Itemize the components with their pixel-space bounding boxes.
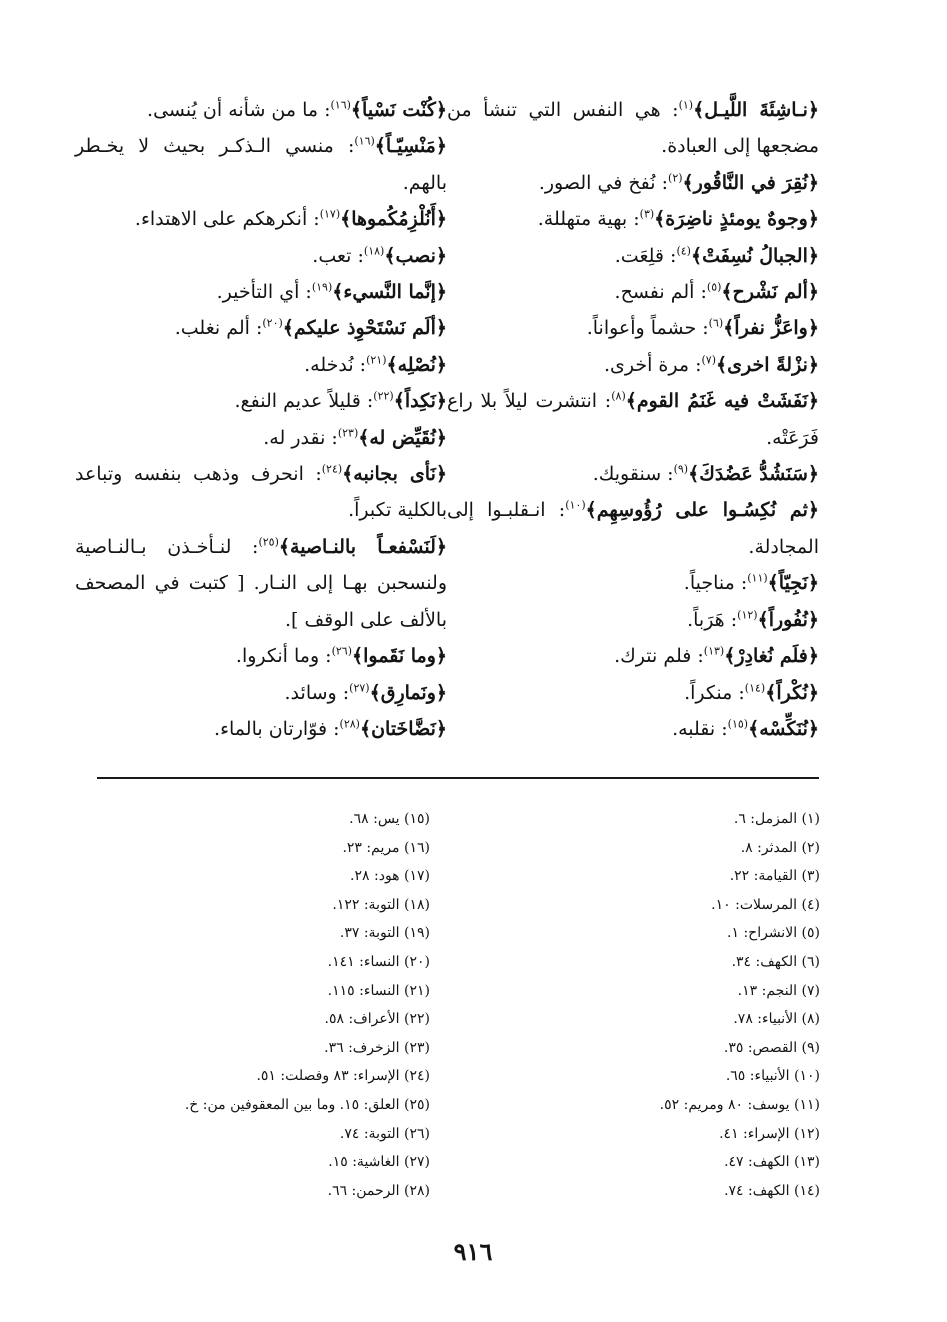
glossary-entry: ﴿نَجِيّاً﴾$^{(١١)}$: مناجياً.: [683, 571, 819, 595]
glossary-entry: ﴿وجوهٌ يومئذٍ ناضِرَة﴾$^{(٣)}$: بهية متهللة.: [537, 207, 819, 231]
glossary-entry: ﴿نَفَشَتْ فيه غَنَمُ القوم﴾$^{(٨)}$: انتشرت ليلاً بلا راع فَرَعَتْه.: [447, 389, 819, 449]
glossary-entry: ﴿نَكِداً﴾$^{(٢٢)}$: قليلاً عديم النفع.: [234, 389, 447, 413]
footnote: (٢٥) العلق: ١٥. وما بين المعقوفين من: خ.: [184, 1096, 430, 1113]
glossary-entry: ﴿نـاشِئَةَ اللَّيـل﴾$^{(١)}$: هي النفس التي تنشأ من مضجعها إلى العبادة.: [447, 98, 819, 158]
footnote: (٦) الكهف: ٣٤.: [731, 953, 820, 970]
glossary-entry: ﴿ثم نُكِسُـوا على رُؤُوسِهِم﴾$^{(١٠)}$: انـقلبـوا إلى المجادلة.: [447, 499, 819, 558]
footnote: (١٧) هود: ٢٨.: [350, 868, 430, 885]
footnote: (١٦) مريم: ٢٣.: [342, 839, 430, 856]
footnote: (٩) القصص: ٣٥.: [723, 1039, 820, 1056]
glossary-entry: ﴿أَنُلْزِمُكُموها﴾$^{(١٧)}$: أنكرهكم على الاهتداء.: [134, 207, 447, 231]
glossary-entry: ﴿نزْلةً اخرى﴾$^{(٧)}$: مرة أخرى.: [603, 353, 819, 376]
page-number: ٩١٦: [453, 1237, 493, 1266]
glossary-entry: ﴿وما نَقَموا﴾$^{(٢٦)}$: وما أنكروا.: [235, 644, 447, 668]
glossary-entry: ﴿نُكْراً﴾$^{(١٤)}$: منكراً.: [684, 681, 819, 704]
footnote: (١٤) الكهف: ٧٤.: [724, 1182, 820, 1199]
footnote: (٢٣) الزخرف: ٣٦.: [324, 1039, 430, 1056]
footnote: (٨) الأنبياء: ٧٨.: [733, 1011, 820, 1028]
glossary-entry: ﴿نُصْلِه﴾$^{(٢١)}$: نُدخله.: [304, 353, 447, 376]
footnote: (١٣) الكهف: ٤٧.: [724, 1154, 820, 1171]
footnote: (٧) النجم: ١٣.: [737, 982, 820, 999]
footnote: (٣) القيامة: ٢٢.: [729, 868, 820, 885]
glossary-entry: ﴿ونَمارِق﴾$^{(٢٧)}$: وسائد.: [284, 681, 447, 704]
footnote: (١٩) التوبة: ٣٧.: [339, 925, 430, 942]
glossary-entry: ﴿مَنْسِيّـاً﴾$^{(١٦)}$: منسي الـذكـر بحيث لا يخـطر بالهم.: [75, 135, 447, 194]
glossary-entry: ﴿كُنْت نَسْياً﴾$^{(١٦)}$: ما من شأنه أن يُنسى.: [147, 98, 447, 121]
glossary-column-left: [75, 92, 447, 747]
footnote: (٢١) النساء: ١١٥.: [327, 982, 430, 999]
footnote: (٥) الانشراح: ١.: [727, 925, 820, 942]
glossary-entry: ﴿لَنَسْفعـاً بالنـاصية﴾$^{(٢٥)}$: لنـأخـذن بـالنـاصية ولنسحبن بهـا إلى النـار. [ كتبت في المصحف بالألف على الوقف ].: [75, 535, 448, 631]
glossary-entry: ﴿ألم نَشْرح﴾$^{(٥)}$: ألم نفسح.: [614, 280, 819, 304]
glossary-entry: ﴿سَنَشُدُّ عَضُدَكَ﴾$^{(٩)}$: سنقويك.: [592, 462, 819, 486]
footnotes-column-left: [100, 805, 430, 1205]
footnote: (١١) يوسف: ٨٠ ومريم: ٥٢.: [659, 1096, 820, 1113]
glossary-entry: ﴿الجبالُ نُسِفَتْ﴾$^{(٤)}$: قلِعَت.: [614, 244, 819, 267]
glossary-entry: ﴿نُقِرَ في النَّاقُور﴾$^{(٢)}$: نُفخ في الصور.: [538, 171, 819, 194]
footnote: (٢٤) الإسراء: ٨٣ وفصلت: ٥١.: [256, 1068, 430, 1085]
footnote: (١) المزمل: ٦.: [733, 811, 820, 827]
footnote: (٢٠) النساء: ١٤١.: [327, 953, 430, 970]
footnote-divider: [97, 777, 819, 779]
footnote: (١٥) يس: ٦٨.: [349, 811, 430, 827]
glossary-entry: ﴿نَضَّاخَتان﴾$^{(٢٨)}$: فوّارتان بالماء.: [214, 717, 447, 740]
footnote: (١٠) الأنبياء: ٦٥.: [725, 1068, 820, 1085]
glossary-entry: ﴿فلَم نُغادِرْ﴾$^{(١٣)}$: فلم نترك.: [614, 644, 819, 668]
glossary-entry: ﴿نُنَكِّسْه﴾$^{(١٥)}$: نقلبه.: [672, 717, 819, 740]
glossary-entry: ﴿إنَّما النَّسيء﴾$^{(١٩)}$: أي التأخير.: [216, 280, 447, 304]
footnote: (٤) المرسلات: ١٠.: [711, 896, 820, 913]
glossary-entry: ﴿ألَم نَسْتَحْوِذ عليكم﴾$^{(٢٠)}$: ألم نغلب.: [174, 317, 447, 340]
footnotes-column-right: [490, 805, 820, 1205]
glossary-column-right: [447, 92, 819, 747]
glossary-entry: ﴿نُفُوراً﴾$^{(١٢)}$: هَرَباً.: [687, 608, 819, 631]
glossary-entry: ﴿نُقَيِّض له﴾$^{(٢٣)}$: نقدر له.: [263, 426, 447, 449]
footnote: (٢٧) الغاشية: ١٥.: [328, 1154, 430, 1171]
footnote: (٢٦) التوبة: ٧٤.: [339, 1125, 430, 1142]
glossary-entry: ﴿واعَزُّ نفراً﴾$^{(٦)}$: حشماً وأعواناً.: [586, 317, 819, 340]
footnote: (٢٨) الرحمن: ٦٦.: [327, 1182, 430, 1199]
glossary-entry: ﴿نصب﴾$^{(١٨)}$: تعب.: [312, 244, 447, 267]
footnote: (١٨) التوبة: ١٢٢.: [332, 896, 430, 913]
glossary-entry: ﴿نَأى بجانبه﴾$^{(٢٤)}$: انحرف وذهب بنفسه وتباعد بالكلية تكبراً.: [75, 462, 447, 522]
footnote: (٢) المدثر: ٨.: [740, 839, 820, 856]
footnote: (١٢) الإسراء: ٤١.: [719, 1125, 820, 1142]
footnote: (٢٢) الأعراف: ٥٨.: [324, 1011, 430, 1028]
